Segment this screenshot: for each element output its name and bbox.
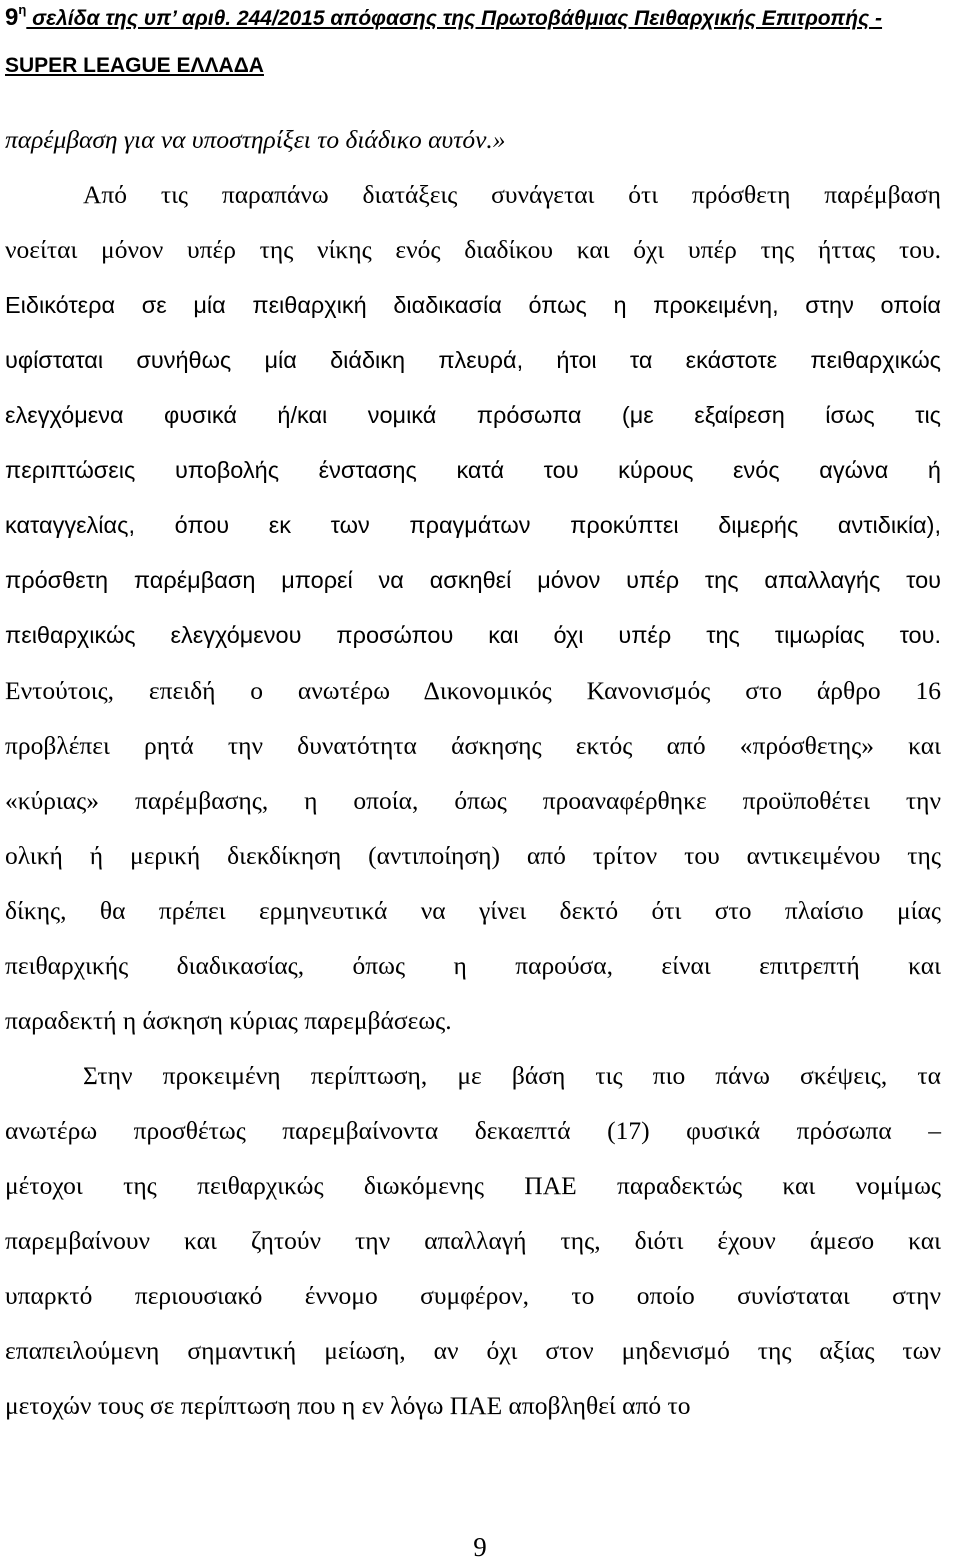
body-line-11: Εντούτοις, επειδή ο ανωτέρω Δικονομικός Κανονισμός στο άρθρο 16 [5,676,941,705]
body-line-12: προβλέπει ρητά την δυνατότητα άσκησης εκτός από «πρόσθετης» και [5,731,941,760]
body-line-9: πρόσθετη παρέμβαση μπορεί να ασκηθεί μόνον υπέρ της απαλλαγής του [5,567,941,593]
body-line-3: νοείται μόνον υπέρ της νίκης ενός διαδίκου και όχι υπέρ της ήττας του. [5,235,941,264]
footer-page-number: 9 [473,1532,487,1562]
body-line-18: Στην προκειμένη περίπτωση, με βάση τις πιο πάνω σκέψεις, τα [83,1061,941,1090]
body-line-24: μετοχών τους σε περίπτωση που η εν λόγω ΠΑΕ αποβληθεί από το [5,1391,691,1420]
body-line-21: παρεμβαίνουν και ζητούν την απαλλαγή της, διότι έχουν άμεσο και [5,1226,941,1255]
header-page-number: 9 [5,4,19,31]
body-line-16: πειθαρχικής διαδικασίας, όπως η παρούσα, είναι επιτρεπτή και [5,951,941,980]
header-line-2: SUPER LEAGUE ΕΛΛΑΔΑ [5,54,264,77]
body-line-4: Ειδικότερα σε μία πειθαρχική διαδικασία όπως η προκειμένη, στην οποία [5,292,941,318]
header-page-sup: η [18,2,27,17]
body-line-14: ολική ή μερική διεκδίκηση (αντιποίηση) από τρίτον του αντικειμένου της [5,841,941,870]
body-line-13: «κύριας» παρέμβασης, η οποία, όπως προαναφέρθηκε προϋποθέτει την [5,786,941,815]
body-line-6: ελεγχόμενα φυσικά ή/και νομικά πρόσωπα (με εξαίρεση ίσως τις [5,402,941,428]
body-line-22: υπαρκτό περιουσιακό έννομο συμφέρον, το οποίο συνίσταται στην [5,1281,941,1310]
body-line-10: πειθαρχικώς ελεγχόμενου προσώπου και όχι υπέρ της τιμωρίας του. [5,622,941,648]
body-line-8: καταγγελίας, όπου εκ των πραγμάτων προκύπτει διμερής αντιδικία), [5,512,941,538]
body-line-5: υφίσταται συνήθως μία διάδικη πλευρά, ήτοι τα εκάστοτε πειθαρχικώς [5,347,941,373]
body-line-23: επαπειλούμενη σημαντική μείωση, αν όχι στον μηδενισμό της αξίας των [5,1336,941,1365]
header-line-1 [5,4,882,32]
header-title: σελίδα της υπ’ αριθ. 244/2015 απόφασης της Πρωτοβάθμιας Πειθαρχικής Επιτροπής - [26,7,883,30]
body-line-2: Από τις παραπάνω διατάξεις συνάγεται ότι πρόσθετη παρέμβαση [83,180,941,209]
body-line-15: δίκης, θα πρέπει ερμηνευτικά να γίνει δεκτό ότι στο πλαίσιο μίας [5,896,941,925]
body-line-20: μέτοχοι της πειθαρχικώς διωκόμενης ΠΑΕ παραδεκτώς και νομίμως [5,1171,941,1200]
body-line-17: παραδεκτή η άσκηση κύριας παρεμβάσεως. [5,1006,452,1035]
body-line-19: ανωτέρω προσθέτως παρεμβαίνοντα δεκαεπτά (17) φυσικά πρόσωπα – [5,1116,941,1145]
body-line-7: περιπτώσεις υποβολής ένστασης κατά του κύρους ενός αγώνα ή [5,457,941,483]
body-line-1: παρέμβαση για να υποστηρίξει το διάδικο αυτόν.» [5,125,506,154]
